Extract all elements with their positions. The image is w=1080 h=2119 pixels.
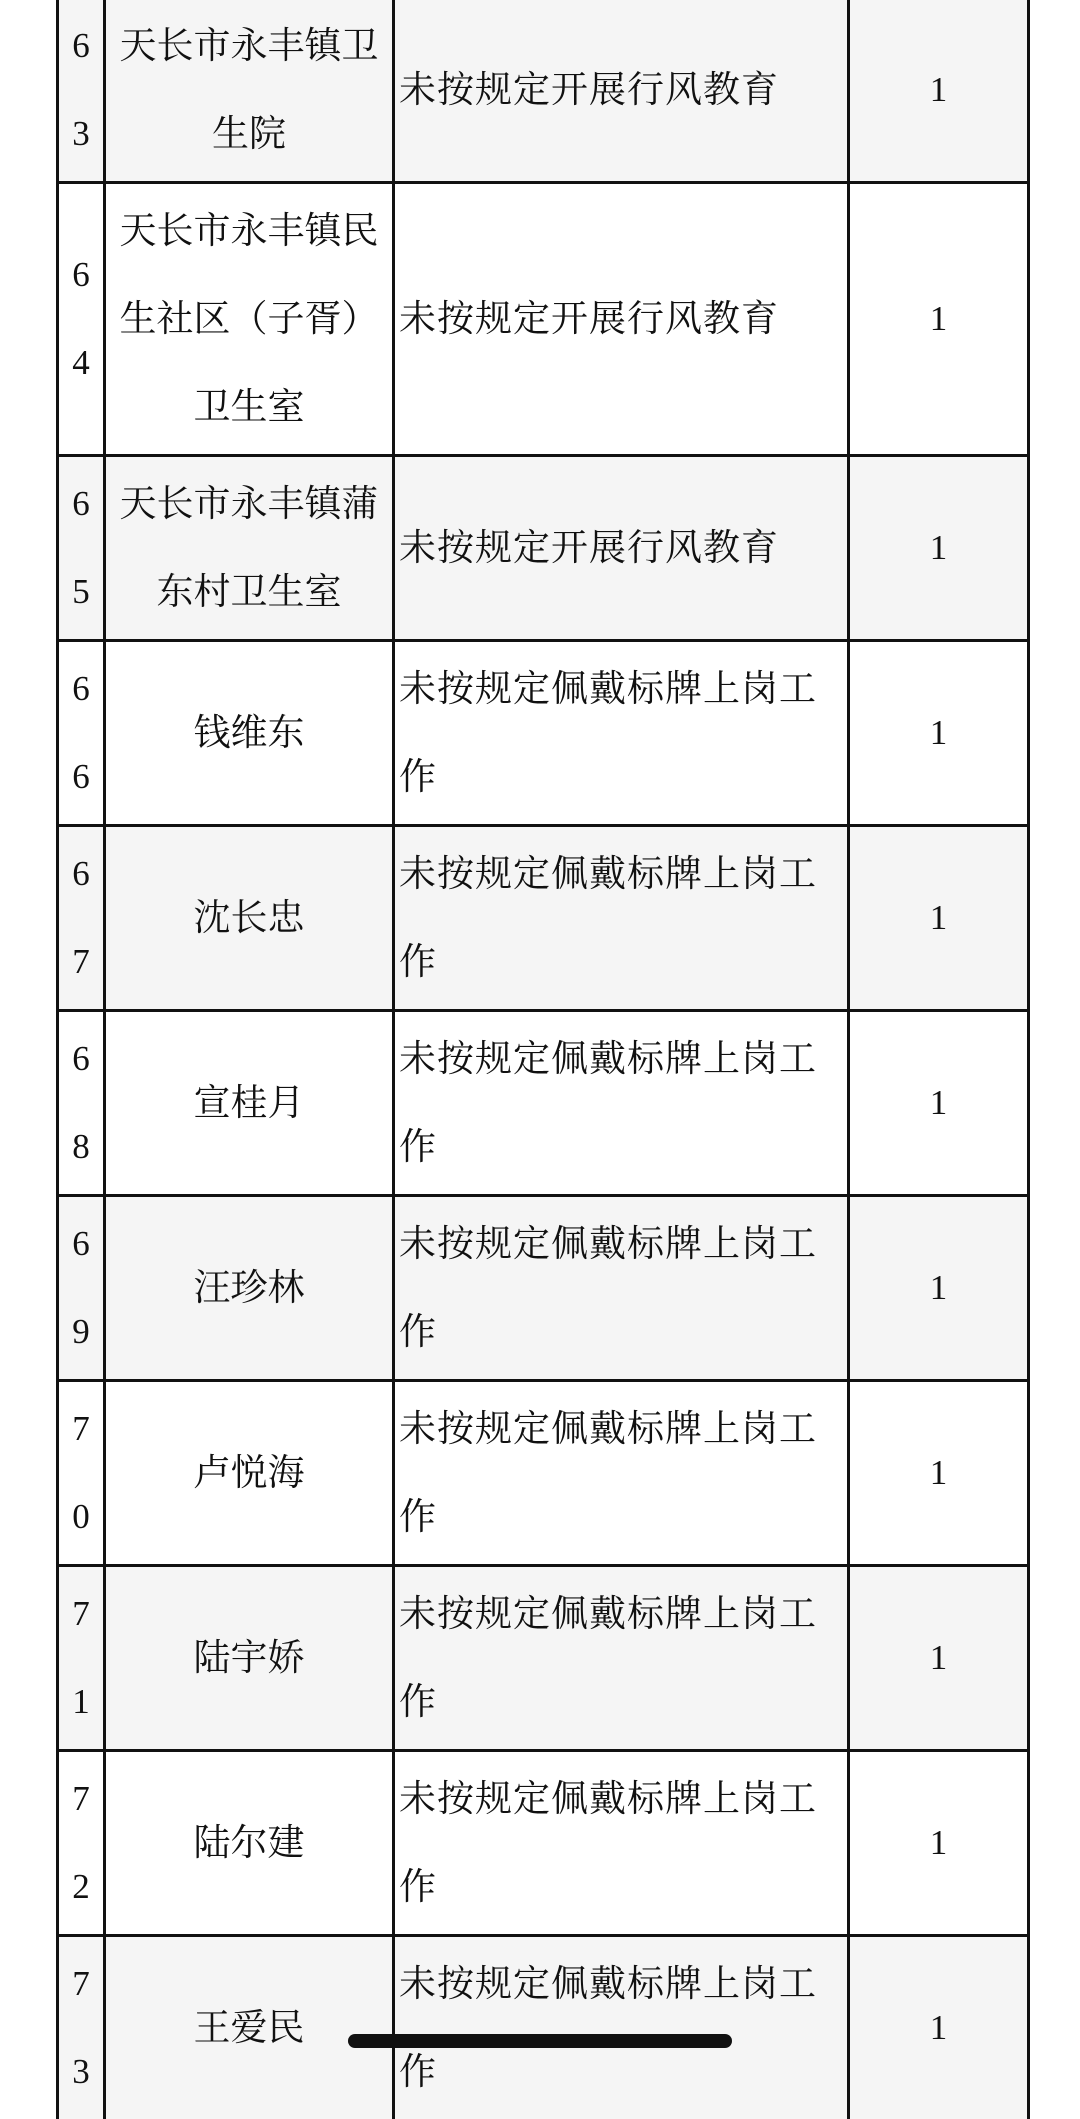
issue-cell: 未按规定佩戴标牌上岗工作 xyxy=(395,1382,850,1564)
unit-name-cell: 陆宇娇 xyxy=(106,1567,395,1749)
unit-name-cell: 天长市永丰镇民生社区（子胥）卫生室 xyxy=(106,184,395,454)
count-cell: 1 xyxy=(929,1453,948,1492)
issue-cell: 未按规定佩戴标牌上岗工作 xyxy=(395,827,850,1009)
row-number-cell: 66 xyxy=(59,642,106,824)
issue-cell: 未按规定开展行风教育 xyxy=(395,184,850,454)
count-cell: 1 xyxy=(929,1823,948,1862)
penalty-table xyxy=(56,0,1030,2119)
table-row xyxy=(59,181,1027,454)
table-row xyxy=(59,639,1027,824)
issue-cell: 未按规定佩戴标牌上岗工作 xyxy=(395,642,850,824)
count-cell: 1 xyxy=(929,528,948,567)
home-indicator[interactable] xyxy=(348,2034,732,2048)
count-cell: 1 xyxy=(929,1638,948,1677)
issue-cell: 未按规定开展行风教育 xyxy=(395,0,850,181)
issue-cell: 未按规定佩戴标牌上岗工作 xyxy=(395,1752,850,1934)
count-cell: 1 xyxy=(929,1268,948,1307)
row-number-cell: 64 xyxy=(59,184,106,454)
count-cell: 1 xyxy=(929,70,948,109)
row-number-cell: 63 xyxy=(59,0,106,181)
row-number-cell: 69 xyxy=(59,1197,106,1379)
table-row xyxy=(59,824,1027,1009)
table-row xyxy=(59,1379,1027,1564)
unit-name-cell: 卢悦海 xyxy=(106,1382,395,1564)
issue-cell: 未按规定佩戴标牌上岗工作 xyxy=(395,1012,850,1194)
count-cell: 1 xyxy=(929,2008,948,2047)
count-cell: 1 xyxy=(929,898,948,937)
row-number-cell: 65 xyxy=(59,457,106,639)
unit-name-cell: 陆尔建 xyxy=(106,1752,395,1934)
count-cell: 1 xyxy=(929,713,948,752)
issue-cell: 未按规定佩戴标牌上岗工作 xyxy=(395,1567,850,1749)
count-cell: 1 xyxy=(929,299,948,338)
unit-name-cell: 钱维东 xyxy=(106,642,395,824)
issue-cell: 未按规定开展行风教育 xyxy=(395,457,850,639)
unit-name-cell: 宣桂月 xyxy=(106,1012,395,1194)
table-row xyxy=(59,454,1027,639)
table-row xyxy=(59,0,1027,181)
issue-cell: 未按规定佩戴标牌上岗工作 xyxy=(395,1197,850,1379)
table-row xyxy=(59,1009,1027,1194)
row-number-cell: 71 xyxy=(59,1567,106,1749)
unit-name-cell: 天长市永丰镇卫生院 xyxy=(106,0,395,181)
issue-cell: 未按规定佩戴标牌上岗工作 xyxy=(395,1937,850,2119)
unit-name-cell: 沈长忠 xyxy=(106,827,395,1009)
unit-name-cell: 天长市永丰镇蒲东村卫生室 xyxy=(106,457,395,639)
unit-name-cell: 王爱民 xyxy=(106,1937,395,2119)
count-cell: 1 xyxy=(929,1083,948,1122)
table-row xyxy=(59,1194,1027,1379)
table-row xyxy=(59,1564,1027,1749)
row-number-cell: 70 xyxy=(59,1382,106,1564)
row-number-cell: 67 xyxy=(59,827,106,1009)
row-number-cell: 68 xyxy=(59,1012,106,1194)
row-number-cell: 73 xyxy=(59,1937,106,2119)
unit-name-cell: 汪珍林 xyxy=(106,1197,395,1379)
row-number-cell: 72 xyxy=(59,1752,106,1934)
table-row xyxy=(59,1749,1027,1934)
table-row xyxy=(59,1934,1027,2119)
